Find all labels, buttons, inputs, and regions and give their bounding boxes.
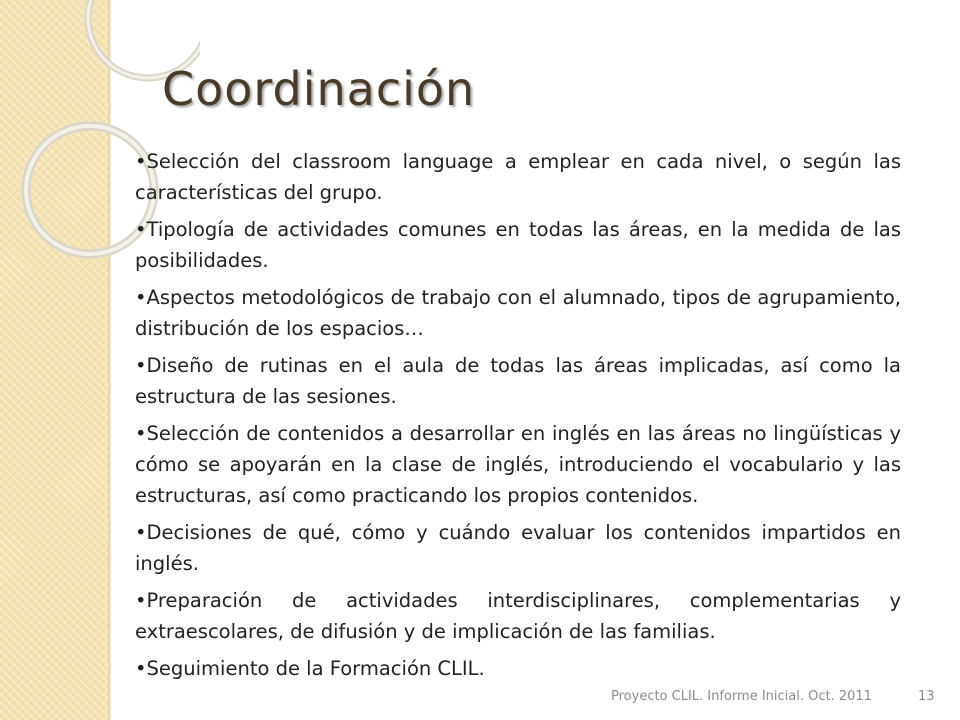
footer-text: Proyecto CLIL. Informe Inicial. Oct. 2011 [611, 689, 872, 704]
bullet-item: • Selección del classroom language a emplear en cada nivel, o según las características del grupo. [135, 146, 901, 208]
bullet-item: • Seguimiento de la Formación CLIL. [135, 653, 901, 684]
bullet-item: • Preparación de actividades interdisciplinares, complementarias y extraescolares, de difusión y de implicación de las familias. [135, 585, 901, 647]
bullet-item: • Selección de contenidos a desarrollar en inglés en las áreas no lingüísticas y cómo se apoyarán en la clase de inglés, introduciendo el vocabulario y las estructuras, así como practicando los propios contenidos. [135, 418, 901, 511]
bullet-list [135, 146, 901, 690]
page-number: 13 [918, 689, 935, 704]
slide-title: Coordinación [162, 62, 476, 116]
bullet-item: • Diseño de rutinas en el aula de todas las áreas implicadas, así como la estructura de las sesiones. [135, 350, 901, 412]
bullet-item: • Tipología de actividades comunes en todas las áreas, en la medida de las posibilidades. [135, 214, 901, 276]
bullet-item: • Decisiones de qué, cómo y cuándo evaluar los contenidos impartidos en inglés. [135, 517, 901, 579]
bullet-item: • Aspectos metodológicos de trabajo con el alumnado, tipos de agrupamiento, distribución de los espacios… [135, 282, 901, 344]
